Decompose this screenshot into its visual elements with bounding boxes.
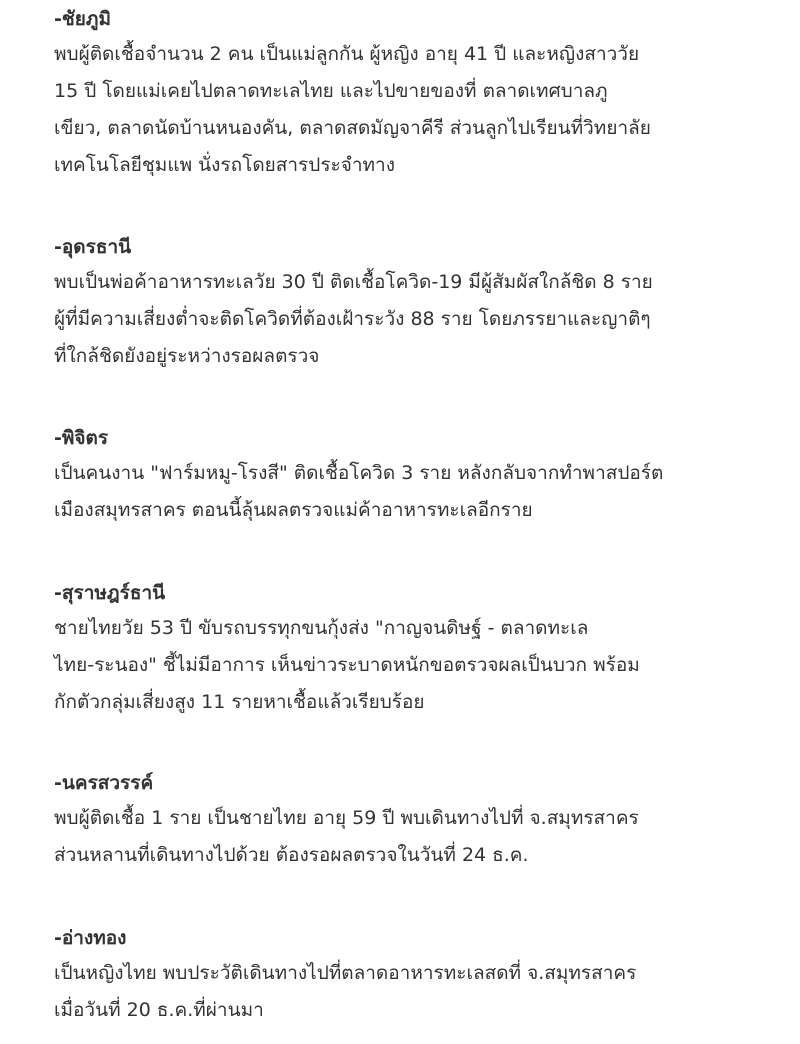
- body-line: เมืองสมุทรสาคร ตอนนี้ลุ้นผลตรวจแม่ค้าอาหารทะเลอีกราย: [54, 499, 533, 521]
- body-line: ชายไทยวัย 53 ปี ขับรถบรรทุกขนกุ้งส่ง "กาญจนดิษฐ์ - ตลาดทะเล: [54, 617, 589, 639]
- section-title: -พิจิตร: [54, 427, 109, 449]
- section-ang-thong: [54, 925, 636, 1029]
- body-line: เป็นหญิงไทย พบประวัติเดินทางไปที่ตลาดอาหารทะเลสดที่ จ.สมุทรสาคร: [54, 962, 637, 984]
- body-line: พบเป็นพ่อค้าอาหารทะเลวัย 30 ปี ติดเชื้อโควิด-19 มีผู้สัมผัสใกล้ชิด 8 ราย: [54, 271, 653, 293]
- section-body: [54, 800, 639, 874]
- section-title: -นครสวรรค์: [54, 772, 154, 794]
- section-title: -อ่างทอง: [54, 927, 127, 949]
- body-line: พบผู้ติดเชื้อจำนวน 2 คน เป็นแม่ลูกกัน ผู้หญิง อายุ 41 ปี และหญิงสาววัย: [54, 43, 640, 65]
- section-udon-thani: [54, 234, 653, 375]
- section-chaiyaphum: [54, 6, 651, 184]
- body-line: ที่ใกล้ชิดยังอยู่ระหว่างรอผลตรวจ: [54, 345, 320, 367]
- body-line: เทคโนโลยีชุมแพ นั่งรถโดยสารประจำทาง: [54, 154, 395, 176]
- section-body: [54, 455, 663, 529]
- section-body: [54, 264, 653, 375]
- section-title: -สุราษฎร์ธานี: [54, 582, 166, 604]
- section-body: [54, 610, 640, 721]
- body-line: เมื่อวันที่ 20 ธ.ค.ที่ผ่านมา: [54, 999, 264, 1021]
- body-line: เขียว, ตลาดนัดบ้านหนองคัน, ตลาดสดมัญจาคีรี ส่วนลูกไปเรียนที่วิทยาลัย: [54, 117, 651, 139]
- body-line: ไทย-ระนอง" ชี้ไม่มีอาการ เห็นข่าวระบาดหนักขอตรวจผลเป็นบวก พร้อม: [54, 654, 640, 676]
- body-line: กักตัวกลุ่มเสี่ยงสูง 11 รายหาเชื้อแล้วเรียบร้อย: [54, 691, 425, 713]
- body-line: พบผู้ติดเชื้อ 1 ราย เป็นชายไทย อายุ 59 ปี พบเดินทางไปที่ จ.สมุทรสาคร: [54, 807, 639, 829]
- section-phichit: [54, 425, 663, 529]
- body-line: ส่วนหลานที่เดินทางไปด้วย ต้องรอผลตรวจในวันที่ 24 ธ.ค.: [54, 844, 529, 866]
- section-body: [54, 36, 651, 184]
- body-line: 15 ปี โดยแม่เคยไปตลาดทะเลไทย และไปขายของที่ ตลาดเทศบาลภู: [54, 80, 608, 102]
- body-line: เป็นคนงาน "ฟาร์มหมู-โรงสี" ติดเชื้อโควิด 3 ราย หลังกลับจากทำพาสปอร์ต: [54, 462, 664, 484]
- section-body: [54, 955, 636, 1029]
- section-surat-thani: [54, 580, 640, 721]
- section-nakhon-sawan: [54, 770, 639, 874]
- section-title: -อุดรธานี: [54, 236, 132, 258]
- section-title: -ชัยภูมิ: [54, 8, 111, 30]
- body-line: ผู้ที่มีความเสี่ยงต่ำจะติดโควิดที่ต้องเฝ้าระวัง 88 ราย โดยภรรยาและญาติๆ: [54, 308, 651, 330]
